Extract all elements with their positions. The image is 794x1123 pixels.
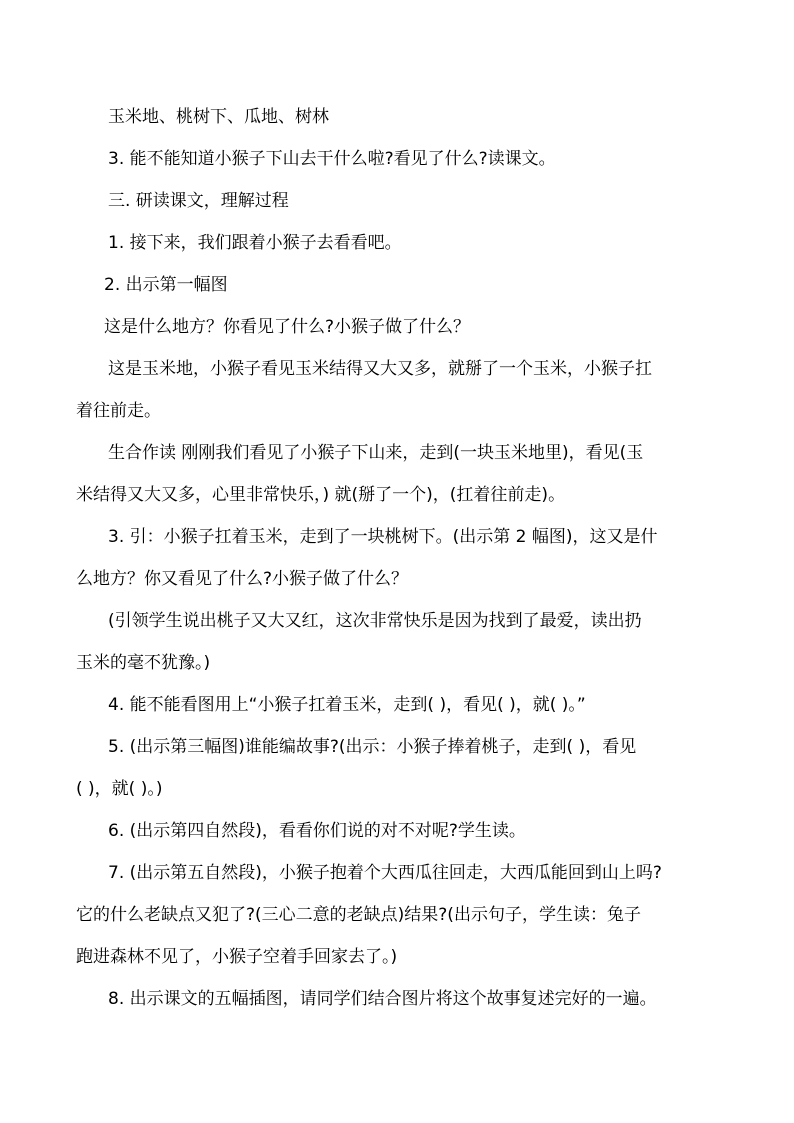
text-line-group-reading-cont: 米结得又大又多，心里非常快乐，) 就(掰了一个)，(扛着往前走)。 xyxy=(76,485,566,505)
text-line-step-8: 8. 出示课文的五幅插图，请同学们结合图片将这个故事复述完好的一遍。 xyxy=(108,989,657,1009)
section-heading-3: 三. 研读课文，理解过程 xyxy=(108,191,289,211)
text-line-step-7: 7. (出示第五自然段)，小猴子抱着个大西瓜往回走，大西瓜能回到山上吗? xyxy=(108,863,662,883)
text-line-step-7-cont-2: 跑进森林不见了，小猴子空着手回家去了。) xyxy=(76,947,398,967)
text-line-step-5: 5. (出示第三幅图)谁能编故事?(出示：小猴子捧着桃子，走到( )，看见 xyxy=(108,737,637,757)
text-line-answer-1-cont: 着往前走。 xyxy=(76,401,161,421)
text-line-step-7-cont: 它的什么老缺点又犯了?(三心二意的老缺点)结果?(出示句子，学生读：兔子 xyxy=(76,905,641,925)
text-line-guidance-note: (引领学生说出桃子又大又红，这次非常快乐是因为找到了最爱，读出扔 xyxy=(108,611,642,631)
text-line-step-5-cont: ( )，就( )。) xyxy=(76,779,163,799)
text-line-step-3-guide-cont: 么地方？你又看见了什么?小猴子做了什么？ xyxy=(76,569,409,589)
text-line-step-3-question: 3. 能不能知道小猴子下山去干什么啦?看见了什么?读课文。 xyxy=(108,149,556,169)
text-line-step-2: 2. 出示第一幅图 xyxy=(104,275,228,295)
text-line-step-1: 1. 接下来，我们跟着小猴子去看看吧。 xyxy=(108,233,402,253)
text-line-step-4: 4. 能不能看图用上“小猴子扛着玉米，走到( )，看见( )，就( )。” xyxy=(108,695,586,715)
text-line-answer-1: 这是玉米地，小猴子看见玉米结得又大又多，就掰了一个玉米，小猴子扛 xyxy=(108,359,652,379)
text-line-location-list: 玉米地、桃树下、瓜地、树林 xyxy=(108,107,329,127)
text-line-question-1: 这是什么地方？你看见了什么?小猴子做了什么？ xyxy=(104,317,471,337)
text-line-step-3-guide: 3. 引：小猴子扛着玉米，走到了一块桃树下。(出示第 2 幅图)，这又是什 xyxy=(108,527,658,547)
text-line-group-reading: 生合作读 刚刚我们看见了小猴子下山来，走到(一块玉米地里)，看见(玉 xyxy=(108,443,644,463)
text-line-guidance-note-cont: 玉米的毫不犹豫。) xyxy=(76,653,211,673)
text-line-step-6: 6. (出示第四自然段)，看看你们说的对不对呢?学生读。 xyxy=(108,821,526,841)
